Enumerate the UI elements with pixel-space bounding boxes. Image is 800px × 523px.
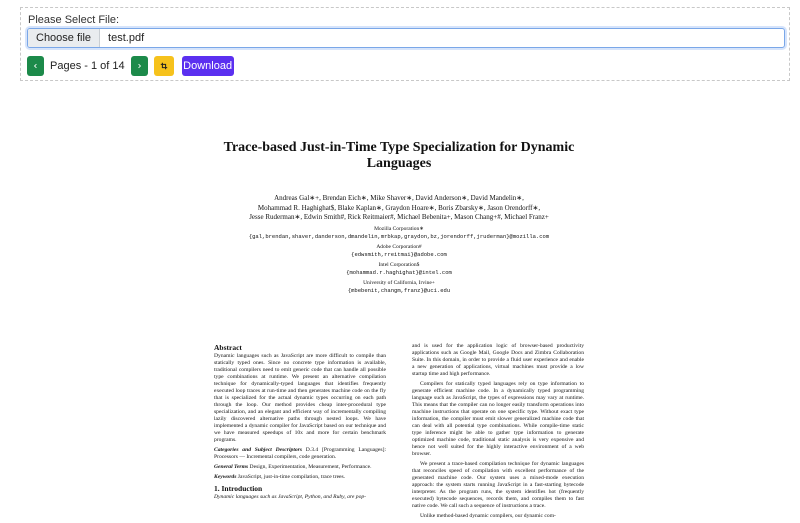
affiliation-email: {mohammad.r.haghighat}@intel.com xyxy=(346,269,452,276)
keywords-heading: Keywords xyxy=(214,473,237,480)
page-counter: Pages - 1 of 14 xyxy=(50,60,125,72)
categories-paragraph xyxy=(214,447,386,461)
author-line: Jesse Ruderman∗, Edwin Smith#, Rick Reitmaier#, Michael Bebenita+, Mason Chang+#, Michael Franz+ xyxy=(249,213,549,221)
selected-file-name: test.pdf xyxy=(108,32,145,44)
affiliation xyxy=(214,226,584,241)
keywords-text: JavaScript, just-in-time compilation, trace trees. xyxy=(237,473,346,480)
paper-authors xyxy=(214,194,584,223)
general-terms-heading: General Terms xyxy=(214,463,249,470)
affiliation-email: {edwsmith,rreitmai}@adobe.com xyxy=(351,251,447,258)
paragraph: and is used for the application logic of browser-based productivity applications such as Google Mail, Google Docs and Zimbra Collaboration Suite. In this domain, in order to provide a fluid user experience and enable a new generation of applications, virtual machines must provide a low startup time and high performance. xyxy=(412,342,584,377)
abstract-heading: Abstract xyxy=(214,342,242,352)
file-input[interactable] xyxy=(27,28,785,48)
introduction-text: Dynamic languages such as JavaScript, Python, and Ruby, are pop- xyxy=(214,493,367,500)
paragraph: We present a trace-based compilation technique for dynamic languages that reconciles speed of compilation with excellent performance of the generated machine code. Our system uses a mixed-mode execution approach: the system starts running JavaScript in a fast-starting bytecode interpreter. As the program runs, the system identifies hot (frequently executed) bytecode sequences, records them, and compiles them to fast native code. We call such a sequence of instructions a trace. xyxy=(412,460,584,509)
chevron-right-icon xyxy=(137,62,142,70)
affiliation-name: Mozilla Corporation∗ xyxy=(374,225,424,232)
categories-text: D.3.4 [Programming Languages]: Processors — Incremental compilers, code generation. xyxy=(214,446,387,460)
download-button[interactable]: Download xyxy=(182,56,234,76)
affiliation xyxy=(214,280,584,295)
next-page-button[interactable] xyxy=(131,56,148,76)
paragraph: Compilers for statically typed languages rely on type information to generate efficient machine code. In a dynamically typed programming language such as JavaScript, the types of expressions may vary at runtime. This means that the compiler can no longer easily transform operations into machine instructions that operate on one specific type. Without exact type information, the compiler must emit slower generalized machine code that can deal with all potential type combinations. While compile-time static type inference might be able to gather type information to generate optimized machine code, traditional static analysis is very expensive and hence not well suited for the highly interactive environment of a web browser. xyxy=(412,380,584,457)
right-column xyxy=(412,343,584,523)
chevron-left-icon xyxy=(33,62,38,70)
paragraph: Unlike method-based dynamic compilers, our dynamic com- xyxy=(420,512,556,519)
affiliation-name: Adobe Corporation# xyxy=(376,243,422,250)
rotate-button[interactable] xyxy=(154,56,174,76)
general-terms-paragraph xyxy=(214,464,386,471)
affiliation-name: Intel Corporation$ xyxy=(378,261,420,268)
crop-rotate-icon xyxy=(160,61,168,71)
pdf-page xyxy=(214,140,584,523)
general-terms-text: Design, Experimentation, Measurement, Performance. xyxy=(249,463,372,470)
author-line: Andreas Gal∗+, Brendan Eich∗, Mike Shaver∗, David Anderson∗, David Mandelin∗, xyxy=(274,194,524,202)
left-column xyxy=(214,343,386,523)
affiliation xyxy=(214,262,584,277)
previous-page-button[interactable] xyxy=(27,56,44,76)
introduction-heading: 1. Introduction xyxy=(214,483,263,493)
abstract-text: Dynamic languages such as JavaScript are more difficult to compile than statically typed ones. Since no concrete type information is available, traditional compilers need to emit generic code that can handle all possible type combinations at runtime. We present an alternative compilation technique for dynamically-typed languages that identifies frequently executed loop traces at run-time and then generates machine code on the fly that is specialized for the actual dynamic types occurring on each path through the loop. Our method provides cheap inter-procedural type specialization, and an elegant and efficient way of incrementally compiling lazily discovered alternative paths through nested loops. We have implemented a dynamic compiler for JavaScript based on our technique and we have measured speedups of 10x and more for certain benchmark programs. xyxy=(214,352,386,443)
paper-title: Trace-based Just-in-Time Type Specialization for Dynamic Languages xyxy=(223,140,575,171)
file-upload-panel xyxy=(20,7,790,81)
select-file-label: Please Select File: xyxy=(28,14,120,26)
affiliation xyxy=(214,244,584,259)
author-line: Mohammad R. Haghighat$, Blake Kaplan∗, Graydon Hoare∗, Boris Zbarsky∗, Jason Orendorff∗, xyxy=(257,203,541,212)
categories-heading: Categories and Subject Descriptors xyxy=(214,446,303,453)
keywords-paragraph xyxy=(214,474,386,481)
affiliation-email: {mbebenit,changm,franz}@uci.edu xyxy=(347,287,451,294)
affiliation-name: University of California, Irvine+ xyxy=(363,279,435,286)
choose-file-button[interactable]: Choose file xyxy=(28,29,100,47)
paper-body xyxy=(214,343,584,523)
affiliation-email: {gal,brendan,shaver,danderson,dmandelin,mrbkap,graydon,bz,jorendorff,jruderman}@mozilla.com xyxy=(248,233,550,240)
pdf-toolbar xyxy=(27,56,234,76)
